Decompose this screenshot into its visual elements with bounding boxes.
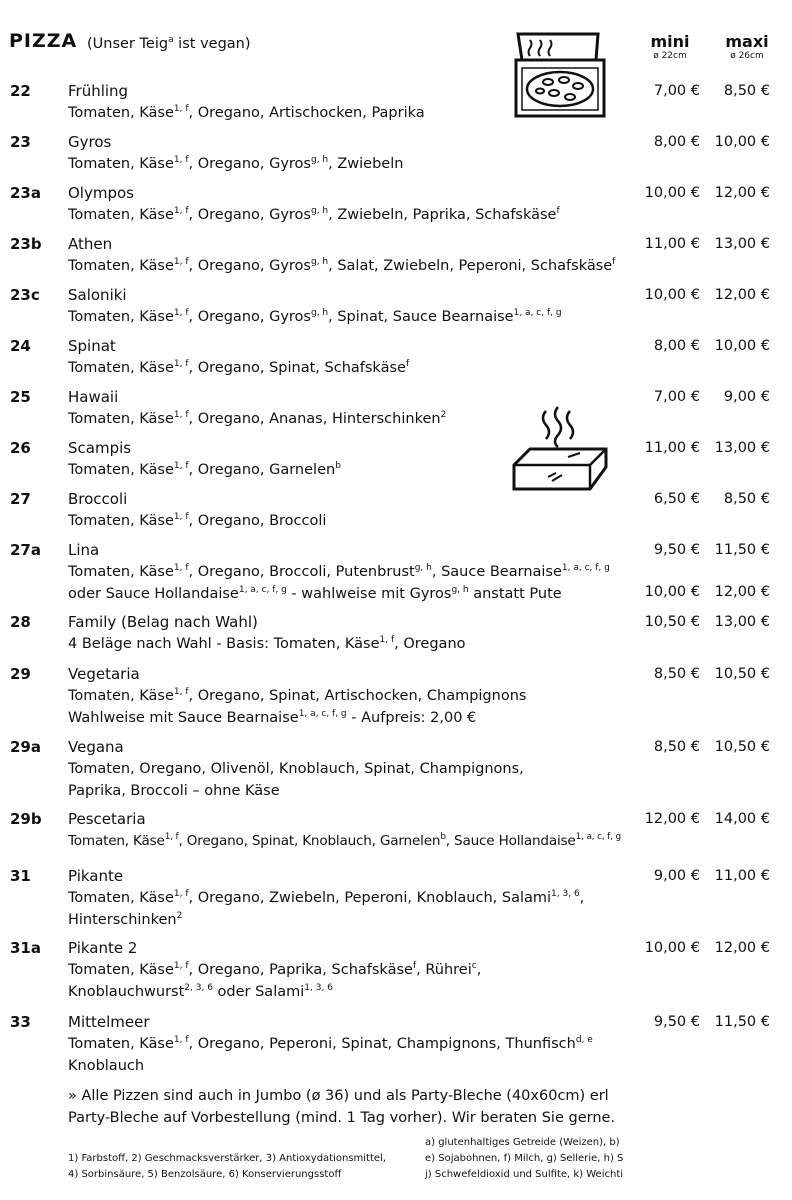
item-number: 23a xyxy=(10,184,41,202)
item-description: Tomaten, Käse$^{1, f}$, Oregano, Garnelen$^b$ xyxy=(68,461,341,478)
allergen-superscript: 1, 3, 6 xyxy=(551,889,580,899)
price-maxi: 12,00 € xyxy=(714,185,770,201)
price-mini: 10,00 € xyxy=(644,940,700,956)
allergen-superscript: 1, f xyxy=(173,104,189,114)
allergen-superscript: 1, f xyxy=(173,410,189,420)
price-maxi: 10,00 € xyxy=(714,338,770,354)
price-maxi: 10,50 € xyxy=(714,739,770,755)
item-number: 25 xyxy=(10,388,31,406)
item-name: Pikante 2 xyxy=(68,939,138,957)
allergen-superscript: b xyxy=(335,461,341,471)
item-description: Tomaten, Käse$^{1, f}$, Oregano, Zwiebeln, Peperoni, Knoblauch, Salami$^{1, 3, 6}$, xyxy=(68,889,585,906)
item-name: Scampis xyxy=(68,439,132,457)
item-number: 31 xyxy=(10,867,31,885)
item-description: Tomaten, Käse$^{1, f}$, Oregano, Broccoli, Putenbrust$^{g, h}$, Sauce Bearnaise$^{1, a, c, f, g}$ xyxy=(68,563,610,580)
item-number: 27a xyxy=(10,541,41,559)
item-name: Broccoli xyxy=(68,490,128,508)
item-name: Lina xyxy=(68,541,100,559)
allergen-superscript: 1, f xyxy=(173,687,189,697)
price-maxi: 13,00 € xyxy=(714,440,770,456)
item-number: 22 xyxy=(10,82,31,100)
allergen-superscript: 1, f xyxy=(173,512,189,522)
item-name: Vegetaria xyxy=(68,665,140,683)
allergen-superscript: 1, f xyxy=(173,961,189,971)
allergens-line: e) Sojabohnen, f) Milch, g) Sellerie, h) S xyxy=(425,1153,624,1164)
price-maxi: 11,50 € xyxy=(714,542,770,558)
allergen-superscript: 1, f xyxy=(173,563,189,573)
allergen-superscript: f xyxy=(612,257,616,267)
item-number: 27 xyxy=(10,490,31,508)
item-description: Tomaten, Käse$^{1, f}$, Oregano, Peperoni, Spinat, Champignons, Thunfisch$^{d, e}$ xyxy=(68,1035,593,1052)
allergen-superscript: 2, 3, 6 xyxy=(184,983,213,993)
allergen-superscript: b xyxy=(440,832,446,842)
price-mini: 11,00 € xyxy=(644,440,700,456)
allergens-line: a) glutenhaltiges Getreide (Weizen), b) xyxy=(425,1137,620,1148)
item-number: 26 xyxy=(10,439,31,457)
price-mini: 9,00 € xyxy=(653,868,700,884)
item-description: Knoblauch xyxy=(68,1058,145,1074)
item-name: Family (Belag nach Wahl) xyxy=(68,613,258,631)
allergen-superscript: 1, f xyxy=(164,832,179,842)
item-description: Paprika, Broccoli – ohne Käse xyxy=(68,783,280,799)
price-maxi: 9,00 € xyxy=(723,389,770,405)
item-description: 4 Beläge nach Wahl - Basis: Tomaten, Käse$^{1, f}$, Oregano xyxy=(68,635,466,652)
allergen-superscript: 1, f xyxy=(173,206,189,216)
price-maxi: 10,00 € xyxy=(714,134,770,150)
price-maxi: 11,50 € xyxy=(714,1014,770,1030)
allergen-superscript: c xyxy=(471,961,477,971)
item-name: Spinat xyxy=(68,337,116,355)
price-maxi: 8,50 € xyxy=(723,83,770,99)
allergen-superscript: 1, a, c, f, g xyxy=(298,709,347,719)
item-name: Olympos xyxy=(68,184,134,202)
additives-line: 1) Farbstoff, 2) Geschmacksverstärker, 3) Antioxydationsmittel, xyxy=(68,1153,387,1164)
price-mini: 8,50 € xyxy=(653,666,700,682)
item-description: Tomaten, Käse$^{1, f}$, Oregano, Spinat, Schafskäse$^f$ xyxy=(68,359,410,376)
item-description: Tomaten, Käse$^{1, f}$, Oregano, Ananas, Hinterschinken$^2$ xyxy=(68,410,447,427)
price-mini: 10,00 € xyxy=(644,185,700,201)
page-title: PIZZA xyxy=(9,30,78,52)
allergen-superscript: f xyxy=(556,206,560,216)
additives-line: 4) Sorbinsäure, 5) Benzolsäure, 6) Konservierungsstoff xyxy=(68,1169,342,1180)
allergen-superscript: 1, a, c, f, g xyxy=(238,585,287,595)
price-mini: 7,00 € xyxy=(653,389,700,405)
price-maxi: 12,00 € xyxy=(714,287,770,303)
item-description: Tomaten, Käse$^{1, f}$, Oregano, Spinat, Artischocken, Champignons xyxy=(68,687,527,704)
item-description: Tomaten, Käse$^{1, f}$, Oregano, Spinat, Knoblauch, Garnelen$^b$, Sauce Hollandaise$^{1, a, c, f, g}$ xyxy=(68,832,621,849)
price-mini: 7,00 € xyxy=(653,83,700,99)
allergen-superscript: 1, 3, 6 xyxy=(304,983,333,993)
item-description: Tomaten, Käse$^{1, f}$, Oregano, Artischocken, Paprika xyxy=(68,104,425,121)
allergen-superscript: 1, f xyxy=(173,257,189,267)
footer-jumbo-note: » Alle Pizzen sind auch in Jumbo (ø 36) und als Party-Bleche (40x60cm) erl xyxy=(68,1088,609,1104)
allergen-superscript: 1, f xyxy=(173,155,189,165)
item-description: oder Sauce Hollandaise$^{1, a, c, f, g}$ - wahlweise mit Gyros$^{g, h}$ anstatt Pute xyxy=(68,585,562,602)
allergen-superscript: f xyxy=(405,359,410,369)
item-name: Mittelmeer xyxy=(68,1013,150,1031)
allergen-superscript: 1, f xyxy=(173,461,189,471)
item-description: Tomaten, Käse$^{1, f}$, Oregano, Broccoli xyxy=(68,512,327,529)
item-name: Gyros xyxy=(68,133,112,151)
price-mini: 12,00 € xyxy=(644,811,700,827)
allergen-superscript: g, h xyxy=(310,257,329,267)
allergen-superscript: g, h xyxy=(451,585,469,595)
price-maxi: 12,00 € xyxy=(714,584,770,600)
allergen-superscript: g, h xyxy=(310,308,329,318)
item-number: 29b xyxy=(10,810,42,828)
price-maxi: 14,00 € xyxy=(714,811,770,827)
allergen-superscript: 1, f xyxy=(379,635,395,645)
allergen-superscript: 1, f xyxy=(173,308,189,318)
item-name: Vegana xyxy=(68,738,124,756)
price-mini: 10,50 € xyxy=(644,614,700,630)
item-description: Tomaten, Käse$^{1, f}$, Oregano, Paprika, Schafskäse$^f$, Rührei$^c$, xyxy=(68,961,482,978)
price-maxi: 8,50 € xyxy=(723,491,770,507)
price-mini: 10,00 € xyxy=(644,287,700,303)
item-name: Pikante xyxy=(68,867,124,885)
item-description: Tomaten, Käse$^{1, f}$, Oregano, Gyros$^{g, h}$, Salat, Zwiebeln, Peperoni, Schafskäse$^f$ xyxy=(68,257,616,274)
item-description: Hinterschinken$^2$ xyxy=(68,911,183,928)
price-mini: 8,00 € xyxy=(653,134,700,150)
size-maxi-header: maxi ø 26cm xyxy=(725,32,769,61)
price-mini: 9,50 € xyxy=(653,1014,700,1030)
item-description: Tomaten, Oregano, Olivenöl, Knoblauch, Spinat, Champignons, xyxy=(68,761,524,777)
item-number: 31a xyxy=(10,939,41,957)
allergen-superscript: 2 xyxy=(440,410,447,420)
item-description: Knoblauchwurst$^{2, 3, 6}$ oder Salami$^{1, 3, 6}$ xyxy=(68,983,333,1000)
allergen-superscript: 1, f xyxy=(173,1035,189,1045)
allergen-superscript: 1, a, c, f, g xyxy=(575,832,621,842)
price-maxi: 13,00 € xyxy=(714,236,770,252)
allergen-superscript: 1, a, c, f, g xyxy=(513,308,562,318)
item-number: 29a xyxy=(10,738,41,756)
item-description: Wahlweise mit Sauce Bearnaise$^{1, a, c, f, g}$ - Aufpreis: 2,00 € xyxy=(68,709,477,726)
allergens-line: j) Schwefeldioxid und Sulfite, k) Weichti xyxy=(425,1169,624,1180)
footer-party-note: Party-Bleche auf Vorbestellung (mind. 1 Tag vorher). Wir beraten Sie gerne. xyxy=(68,1110,616,1126)
allergen-superscript: 2 xyxy=(176,911,183,921)
price-mini: 8,00 € xyxy=(653,338,700,354)
price-mini: 8,50 € xyxy=(653,739,700,755)
allergen-superscript: g, h xyxy=(310,206,329,216)
price-maxi: 13,00 € xyxy=(714,614,770,630)
allergen-superscript: g, h xyxy=(414,563,432,573)
price-mini: 9,50 € xyxy=(653,542,700,558)
item-number: 24 xyxy=(10,337,31,355)
price-mini: 6,50 € xyxy=(653,491,700,507)
item-name: Pescetaria xyxy=(68,810,146,828)
price-mini: 11,00 € xyxy=(644,236,700,252)
item-number: 28 xyxy=(10,613,31,631)
item-description: Tomaten, Käse$^{1, f}$, Oregano, Gyros$^{g, h}$, Zwiebeln xyxy=(68,155,404,172)
price-mini: 10,00 € xyxy=(644,584,700,600)
item-number: 23 xyxy=(10,133,31,151)
item-number: 33 xyxy=(10,1013,31,1031)
dough-note: (Unser Teig$^a$ ist vegan) xyxy=(87,35,251,52)
item-number: 23b xyxy=(10,235,42,253)
allergen-superscript: f xyxy=(412,961,417,971)
item-name: Athen xyxy=(68,235,113,253)
item-number: 23c xyxy=(10,286,40,304)
allergen-superscript: 1, f xyxy=(173,889,189,899)
allergen-superscript: 1, f xyxy=(173,359,189,369)
size-mini-header: mini ø 22cm xyxy=(650,32,690,61)
allergen-superscript: d, e xyxy=(575,1035,593,1045)
allergen-superscript: g, h xyxy=(310,155,329,165)
price-maxi: 10,50 € xyxy=(714,666,770,682)
item-name: Frühling xyxy=(68,82,129,100)
item-name: Hawaii xyxy=(68,388,119,406)
item-description: Tomaten, Käse$^{1, f}$, Oregano, Gyros$^{g, h}$, Zwiebeln, Paprika, Schafskäse$^f$ xyxy=(68,206,560,223)
price-maxi: 12,00 € xyxy=(714,940,770,956)
item-description: Tomaten, Käse$^{1, f}$, Oregano, Gyros$^{g, h}$, Spinat, Sauce Bearnaise$^{1, a, c, f, g}$ xyxy=(68,308,562,325)
allergen-superscript: 1, a, c, f, g xyxy=(561,563,610,573)
price-maxi: 11,00 € xyxy=(714,868,770,884)
item-name: Saloniki xyxy=(68,286,127,304)
item-number: 29 xyxy=(10,665,31,683)
